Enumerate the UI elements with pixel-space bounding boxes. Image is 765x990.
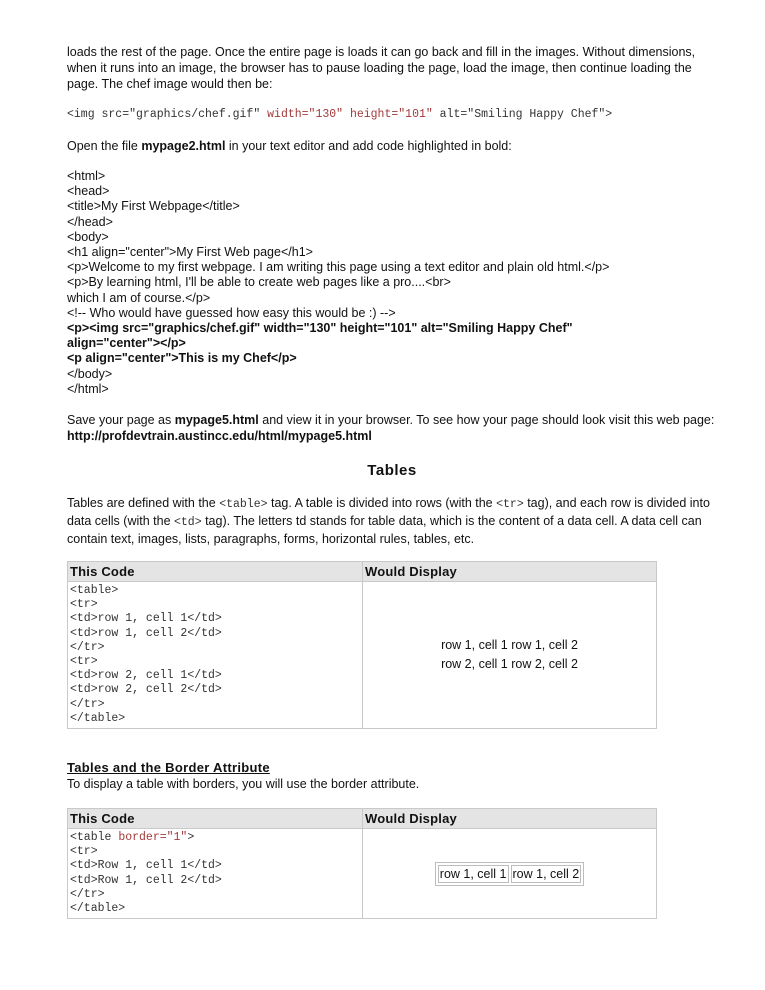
code-line: <p>Welcome to my first webpage. I am writing this page using a text editor and plain old html.</p> xyxy=(67,260,610,275)
code-attr-highlight: width="130" height="101" xyxy=(267,108,433,121)
document-page xyxy=(67,44,717,919)
code-cell xyxy=(68,582,363,729)
column-header-code: This Code xyxy=(68,809,363,829)
inline-code: <td> xyxy=(174,516,202,530)
code-line: <p>By learning html, I'll be able to create web pages like a pro....<br> xyxy=(67,275,451,290)
rendered-cell: row 1, cell 1 xyxy=(439,866,507,881)
example-table-basic xyxy=(67,561,657,729)
code-line: </table> xyxy=(70,902,126,916)
rendered-bordered-table xyxy=(435,862,584,886)
code-line: <tr> xyxy=(70,598,98,612)
code-line: <tr> xyxy=(70,655,98,669)
code-line: </tr> xyxy=(70,640,105,654)
column-header-display: Would Display xyxy=(363,562,657,582)
code-line: <html> xyxy=(67,169,106,183)
example-table-border xyxy=(67,808,657,919)
code-line: <td>Row 1, cell 2</td> xyxy=(70,873,222,887)
code-line: <table> xyxy=(70,584,119,598)
inline-code: <tr> xyxy=(496,498,524,512)
instruction-paragraph xyxy=(67,138,717,154)
code-line xyxy=(70,831,360,845)
code-attr-highlight: border="1" xyxy=(118,831,188,845)
img-code-example xyxy=(67,107,717,123)
code-line-bold: align="center"></p> xyxy=(67,336,186,351)
code-line: </body> xyxy=(67,366,113,381)
code-text: <table xyxy=(70,831,119,845)
code-line: <td>Row 1, cell 1</td> xyxy=(70,859,222,873)
text: tag. A table is divided into rows (with the xyxy=(267,496,497,511)
column-header-code: This Code xyxy=(68,562,363,582)
code-text: <img src="graphics/chef.gif" xyxy=(67,108,268,121)
code-line: <td>row 2, cell 1</td> xyxy=(70,669,222,683)
text: tag), and each row is divided into data cells (with the xyxy=(67,496,710,529)
inline-code: <table> xyxy=(219,498,268,512)
save-note-paragraph xyxy=(67,412,717,444)
border-intro-text: To display a table with borders, you will use the border attribute. xyxy=(67,777,420,792)
code-line: <h1 align="center">My First Web page</h1> xyxy=(67,245,313,260)
column-header-display: Would Display xyxy=(363,809,657,829)
text: tag). The letters td stands for table data, which is the content of a data cell. A data cell can contain text, images, lists, paragraphs, forms, horizontal rules, tables, etc. xyxy=(67,514,702,547)
code-line: <td>row 2, cell 2</td> xyxy=(70,683,222,697)
code-line: </table> xyxy=(70,711,126,725)
text: Tables are defined with the xyxy=(67,496,220,511)
display-row: row 2, cell 1 row 2, cell 2 xyxy=(441,657,578,672)
reference-url[interactable]: http://profdevtrain.austincc.edu/html/mypage5.html xyxy=(67,429,372,444)
code-line: <td>row 1, cell 1</td> xyxy=(70,612,222,626)
code-text: > xyxy=(187,831,195,845)
code-line: </head> xyxy=(67,214,113,229)
code-line: <body> xyxy=(67,229,109,244)
instruction-text: Open the file xyxy=(67,139,142,153)
code-line: </tr> xyxy=(70,697,105,711)
save-note-text: Save your page as xyxy=(67,413,175,428)
code-cell xyxy=(68,829,363,919)
code-text: alt="Smiling Happy Chef"> xyxy=(432,108,613,121)
section-heading-border-attribute: Tables and the Border Attribute xyxy=(67,760,270,776)
code-line: </tr> xyxy=(70,887,105,901)
filename: mypage5.html xyxy=(174,413,259,428)
code-line: <!-- Who would have guessed how easy this would be :) --> xyxy=(67,305,396,320)
code-line: which I am of course.</p> xyxy=(67,290,211,305)
intro-paragraph: loads the rest of the page. Once the entire page is loads it can go back and fill in the images. Without dimensions, when it runs into an image, the browser has to pause loading the page, load the image, then continue loading the page. The chef image would then be: xyxy=(67,45,696,91)
code-line: <tr> xyxy=(70,845,98,859)
code-line: <td>row 1, cell 2</td> xyxy=(70,626,222,640)
code-line-bold: <p><img src="graphics/chef.gif" width="130" height="101" alt="Smiling Happy Chef" xyxy=(67,321,573,336)
save-note-text: and view it in your browser. To see how your page should look visit this web page: xyxy=(258,413,715,428)
code-line-bold: <p align="center">This is my Chef</p> xyxy=(67,351,297,366)
display-cell xyxy=(363,829,657,919)
tables-intro-paragraph xyxy=(67,495,717,547)
code-line: <head> xyxy=(67,184,110,199)
code-listing xyxy=(67,169,717,397)
display-cell xyxy=(363,582,657,729)
instruction-text: in your text editor and add code highlighted in bold: xyxy=(225,139,512,153)
filename: mypage2.html xyxy=(141,139,226,153)
code-line: </html> xyxy=(67,381,109,396)
code-line: <title>My First Webpage</title> xyxy=(67,199,240,214)
rendered-cell: row 1, cell 2 xyxy=(512,866,580,881)
display-row: row 1, cell 1 row 1, cell 2 xyxy=(441,638,578,653)
section-heading-tables: Tables xyxy=(367,462,417,480)
